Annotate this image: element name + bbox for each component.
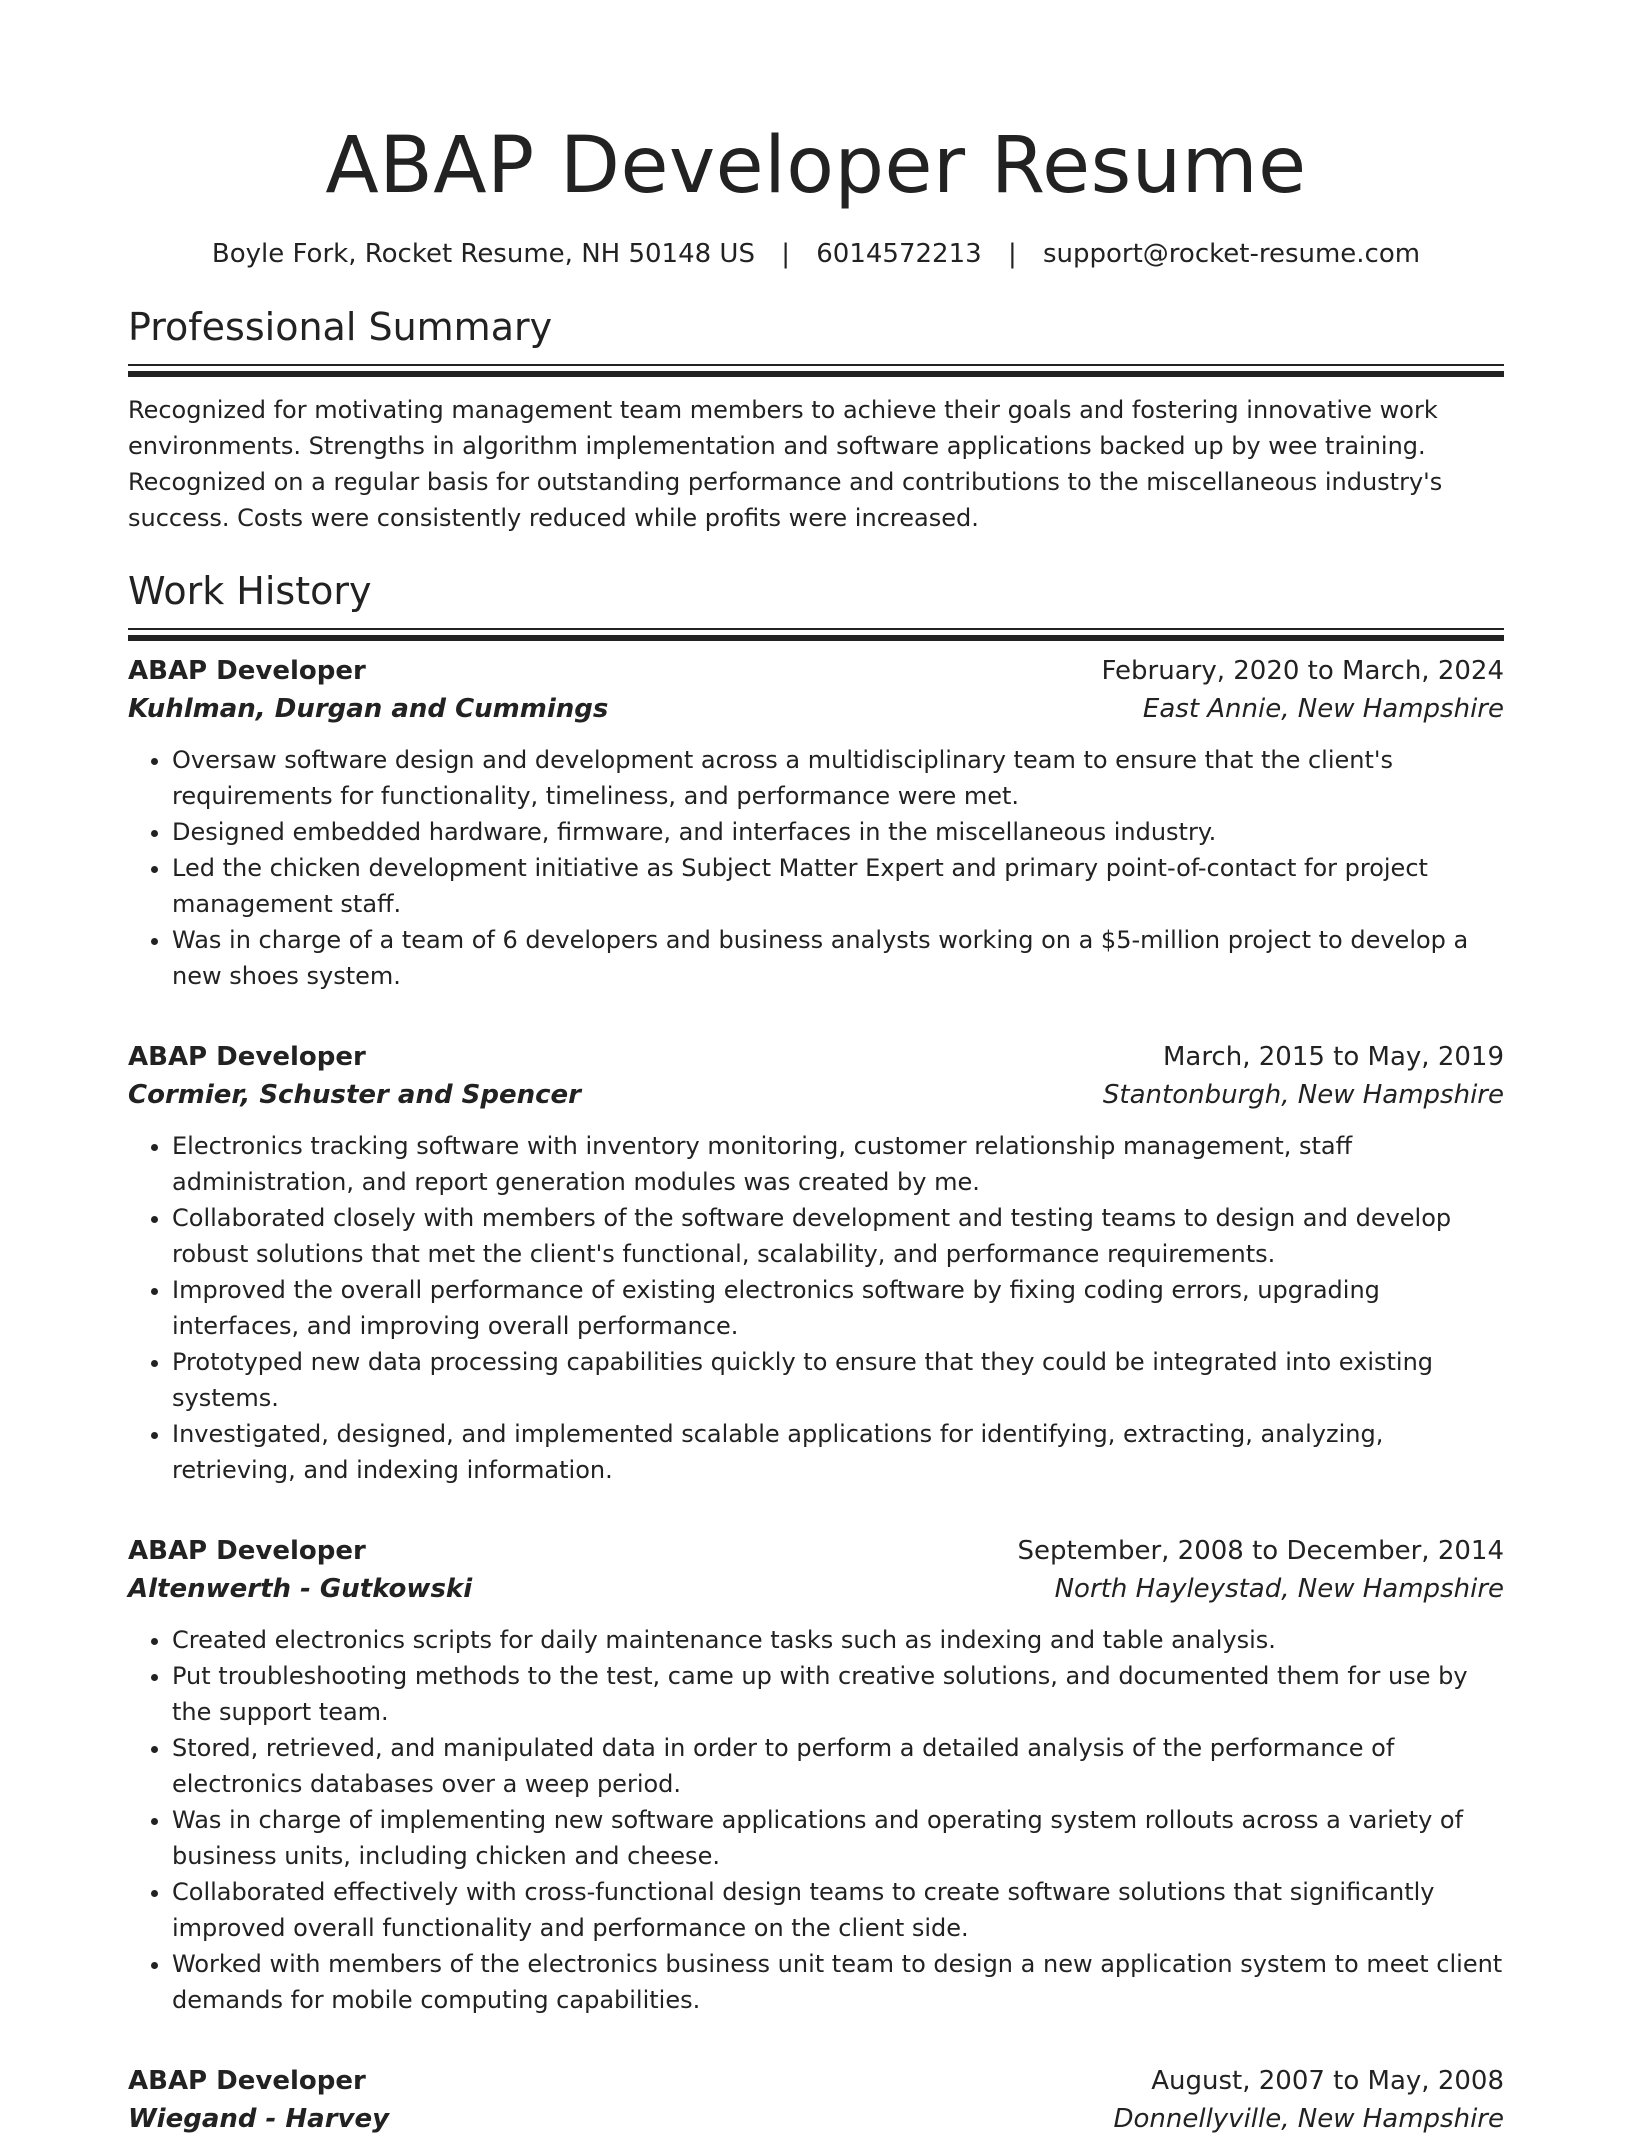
job-bullet: • Oversaw software design and development across a multidisciplinary team to ensure that the client's requirements for functionality, timeliness, and performance were met. <box>172 742 1504 814</box>
work-history-section <box>128 566 1504 2138</box>
job-dates: February, 2020 to March, 2024 <box>1101 656 1504 686</box>
job-entry <box>128 1038 1504 1488</box>
job-header-row <box>128 1038 1504 1076</box>
job-title: ABAP Developer <box>128 656 366 686</box>
job-bullets <box>128 1128 1504 1488</box>
job-header-row <box>128 652 1504 690</box>
professional-summary-section <box>128 302 1504 536</box>
job-company: Kuhlman, Durgan and Cummings <box>128 694 609 724</box>
job-location: Stantonburgh, New Hampshire <box>1102 1080 1504 1110</box>
job-location: East Annie, New Hampshire <box>1142 694 1504 724</box>
section-divider <box>128 364 1504 366</box>
job-title: ABAP Developer <box>128 2066 366 2096</box>
job-bullet: • Led the chicken development initiative as Subject Matter Expert and primary point-of-contact for project management staff. <box>172 850 1504 922</box>
job-company: Cormier, Schuster and Spencer <box>128 1080 581 1110</box>
job-bullet: • Investigated, designed, and implemented scalable applications for identifying, extracting, analyzing, retrieving, and indexing information. <box>172 1416 1504 1488</box>
job-employer-row <box>128 2100 1504 2138</box>
job-bullet: • Collaborated effectively with cross-functional design teams to create software solutions that significantly improved overall functionality and performance on the client side. <box>172 1874 1504 1946</box>
job-entry <box>128 652 1504 994</box>
contact-line <box>128 236 1504 272</box>
job-bullet: • Improved the overall performance of existing electronics software by fixing coding errors, upgrading interfaces, and improving overall performance. <box>172 1272 1504 1344</box>
contact-phone: 6014572213 <box>816 239 982 269</box>
job-bullet: • Worked with members of the electronics business unit team to design a new application system to meet client demands for mobile computing capabilities. <box>172 1946 1504 2018</box>
job-employer-row <box>128 1570 1504 1608</box>
job-bullet: • Created electronics scripts for daily maintenance tasks such as indexing and table analysis. <box>172 1622 1504 1658</box>
section-heading-work-history: Work History <box>128 569 372 613</box>
job-company: Altenwerth - Gutkowski <box>128 1574 473 1604</box>
job-bullet: • Stored, retrieved, and manipulated data in order to perform a detailed analysis of the performance of electronics databases over a weep period. <box>172 1730 1504 1802</box>
job-company: Wiegand - Harvey <box>128 2104 390 2134</box>
job-title: ABAP Developer <box>128 1536 366 1566</box>
contact-separator: | <box>1007 239 1017 269</box>
job-dates: August, 2007 to May, 2008 <box>1151 2066 1504 2096</box>
job-header-row <box>128 1532 1504 1570</box>
job-dates: September, 2008 to December, 2014 <box>1017 1536 1504 1566</box>
job-location: North Hayleystad, New Hampshire <box>1054 1574 1504 1604</box>
job-entry <box>128 2062 1504 2138</box>
job-title: ABAP Developer <box>128 1042 366 1072</box>
job-bullet: • Designed embedded hardware, firmware, and interfaces in the miscellaneous industry. <box>172 814 1504 850</box>
job-location: Donnellyville, New Hampshire <box>1113 2104 1504 2134</box>
job-bullets <box>128 742 1504 994</box>
job-bullet: • Was in charge of a team of 6 developers and business analysts working on a $5-million project to develop a new shoes system. <box>172 922 1504 994</box>
job-bullet: • Prototyped new data processing capabilities quickly to ensure that they could be integrated into existing systems. <box>172 1344 1504 1416</box>
job-bullet: • Collaborated closely with members of the software development and testing teams to design and develop robust solutions that met the client's functional, scalability, and performance requirements. <box>172 1200 1504 1272</box>
section-heading-summary: Professional Summary <box>128 305 553 349</box>
contact-separator: | <box>781 239 790 269</box>
contact-address: Boyle Fork, Rocket Resume, NH 50148 US <box>211 239 755 269</box>
job-bullet: • Electronics tracking software with inventory monitoring, customer relationship management, staff administration, and report generation modules was created by me. <box>172 1128 1504 1200</box>
job-bullets <box>128 1622 1504 2018</box>
job-header-row <box>128 2062 1504 2100</box>
job-employer-row <box>128 690 1504 728</box>
summary-text: Recognized for motivating management team members to achieve their goals and fostering innovative work environments. Strengths in algorithm implementation and software applications backed up by wee training. Recognized on a regular basis for outstanding performance and contributions to the miscellaneous industry's success. Costs were consistently reduced while profits were increased. <box>128 396 1443 532</box>
job-employer-row <box>128 1076 1504 1114</box>
contact-email: support@rocket-resume.com <box>1042 239 1421 269</box>
job-entry <box>128 1532 1504 2018</box>
section-divider <box>128 628 1504 630</box>
job-bullet: • Was in charge of implementing new software applications and operating system rollouts across a variety of business units, including chicken and cheese. <box>172 1802 1504 1874</box>
job-dates: March, 2015 to May, 2019 <box>1162 1042 1504 1072</box>
job-bullet: • Put troubleshooting methods to the test, came up with creative solutions, and documented them for use by the support team. <box>172 1658 1504 1730</box>
resume-title: ABAP Developer Resume <box>325 121 1307 211</box>
